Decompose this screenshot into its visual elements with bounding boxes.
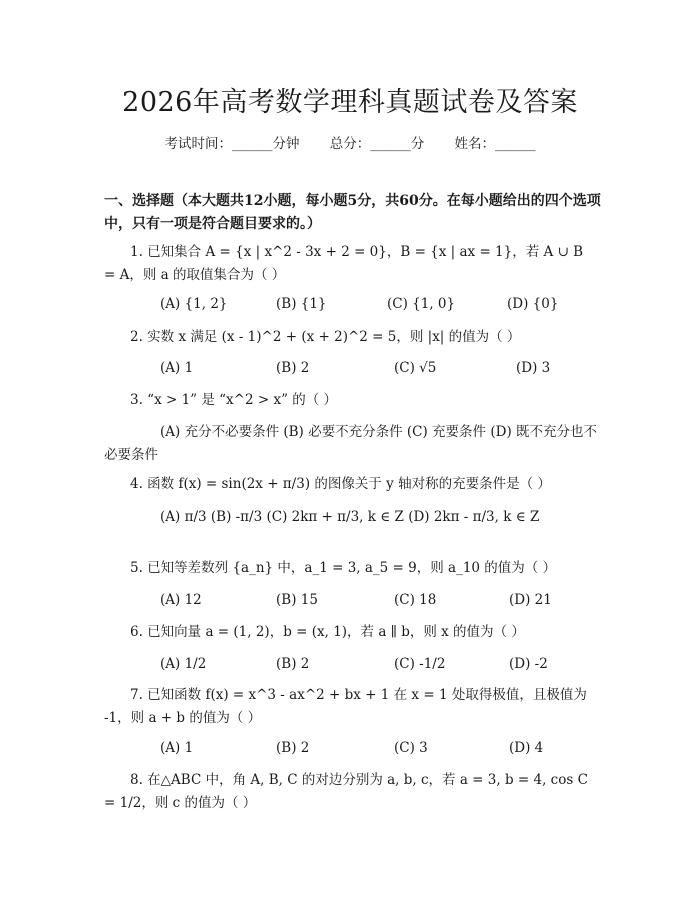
exam-title: 2026年高考数学理科真题试卷及答案 (122, 87, 578, 118)
option-c: (C) {1, 0} (387, 296, 456, 312)
question-6: 6. 已知向量 a = (1, 2)，b = (x, 1)，若 a ∥ b，则 x 的值为（ ） (130, 624, 525, 640)
question-4-options: (A) π/3 (B) -π/3 (C) 2kπ + π/3, k ∈ Z (D) 2kπ - π/3, k ∈ Z (160, 509, 540, 525)
question-1: 1. 已知集合 A = {x | x^2 - 3x + 2 = 0}，B = {x | ax = 1}，若 A ∪ B = A，则 a 的取值集合为（ ） (104, 244, 584, 283)
option-a: (A) 1/2 (160, 656, 207, 672)
option-a: (A) 1 (160, 740, 194, 756)
option-b: (B) 2 (276, 656, 310, 672)
option-c: (C) 18 (394, 592, 437, 608)
option-d: (D) 3 (516, 360, 551, 376)
option-c: (C) √5 (394, 360, 437, 376)
option-b: (B) 15 (276, 592, 318, 608)
option-a: (A) {1, 2} (160, 296, 228, 312)
option-d: (D) {0} (507, 296, 559, 312)
student-name-field: 姓名：______ (454, 136, 536, 152)
option-b: (B) 2 (276, 740, 310, 756)
option-b: (B) {1} (276, 296, 327, 312)
question-8: 8. 在△ABC 中，角 A, B, C 的对边分别为 a, b, c，若 a = 3, b = 4, cos C = 1/2，则 c 的值为（ ） (104, 772, 588, 811)
option-c: (C) -1/2 (394, 656, 446, 672)
option-b: (B) 2 (276, 360, 310, 376)
question-4: 4. 函数 f(x) = sin(2x + π/3) 的图像关于 y 轴对称的充要条件是（ ） (130, 476, 551, 492)
question-5: 5. 已知等差数列 {a_n} 中，a_1 = 3, a_5 = 9，则 a_10 的值为（ ） (130, 560, 557, 576)
option-d: (D) 21 (509, 592, 552, 608)
question-3-options: (A) 充分不必要条件 (B) 必要不充分条件 (C) 充要条件 (D) 既不充分也不必要条件 (104, 424, 597, 463)
section-heading: 一、选择题（本大题共12小题，每小题5分，共60分。在每小题给出的四个选项中，只有一项是符合题目要求的。） (104, 193, 601, 232)
question-2: 2. 实数 x 满足 (x - 1)^2 + (x + 2)^2 = 5，则 |x| 的值为（ ） (130, 329, 521, 345)
exam-info-line (0, 132, 700, 152)
question-7: 7. 已知函数 f(x) = x^3 - ax^2 + bx + 1 在 x = 1 处取得极值，且极值为 -1，则 a + b 的值为（ ） (104, 687, 587, 726)
option-a: (A) 12 (160, 592, 202, 608)
option-d: (D) -2 (509, 656, 548, 672)
question-3: 3. “x > 1” 是 “x^2 > x” 的（ ） (130, 392, 338, 408)
option-a: (A) 1 (160, 360, 194, 376)
option-d: (D) 4 (509, 740, 544, 756)
total-score-field: 总分：______分 (329, 136, 425, 152)
exam-time-field: 考试时间：______分钟 (164, 136, 300, 152)
option-c: (C) 3 (394, 740, 428, 756)
